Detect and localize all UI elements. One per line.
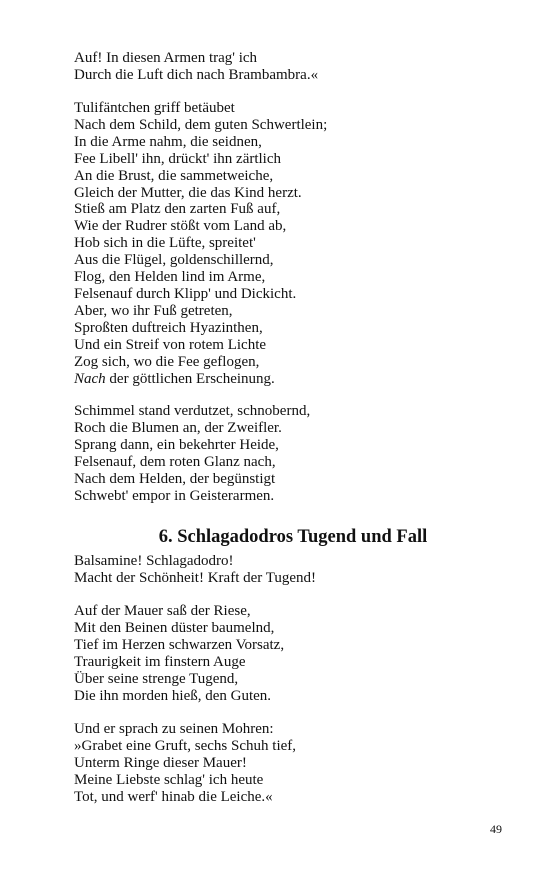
verse-line: Hob sich in die Lüfte, spreitet' <box>74 235 256 252</box>
verse-line: Mit den Beinen düster baumelnd, <box>74 619 275 636</box>
verse-line: Auf! In diesen Armen trag' ich <box>74 50 258 66</box>
verse-line: Schimmel stand verdutzet, schnobernd, <box>74 403 311 419</box>
verse-line: Meine Liebste schlag' ich heute <box>74 771 264 788</box>
verse-line-rest: der göttlichen Erscheinung. <box>105 370 275 387</box>
verse-line: »Grabet eine Gruft, sechs Schuh tief, <box>74 737 297 754</box>
verse-line: Traurigkeit im finstern Auge <box>74 653 246 670</box>
verse-line: Durch die Luft dich nach Brambambra.« <box>74 66 319 83</box>
verse-line: Aber, wo ihr Fuß getreten, <box>74 302 233 319</box>
verse-line: Auf der Mauer saß der Riese, <box>74 603 251 619</box>
verse-line: Roch die Blumen an, der Zweifler. <box>74 419 282 436</box>
verse-line: Nach dem Helden, der begünstigt <box>74 470 276 487</box>
verse-line: Sproßten duftreich Hyazinthen, <box>74 319 263 336</box>
stanza-6 <box>74 721 296 806</box>
verse-line: Zog sich, wo die Fee geflogen, <box>74 353 260 370</box>
verse-line: Gleich der Mutter, die das Kind herzt. <box>74 184 302 201</box>
verse-line: Die ihn morden hieß, den Guten. <box>74 687 272 704</box>
section-heading: 6. Schlagadodros Tugend und Fall <box>158 527 428 547</box>
verse-line: Schwebt' empor in Geisterarmen. <box>74 487 275 504</box>
italic-word: Nach <box>74 370 106 387</box>
verse-line-with-italic <box>74 371 327 388</box>
page-number: 49 <box>490 822 502 836</box>
verse-line: Macht der Schönheit! Kraft der Tugend! <box>74 569 317 586</box>
verse-line: Felsenauf, dem roten Glanz nach, <box>74 453 276 470</box>
verse-line: Balsamine! Schlagadodro! <box>74 553 234 569</box>
verse-line: An die Brust, die sammetweiche, <box>74 167 274 184</box>
stanza-4 <box>74 553 316 587</box>
verse-line: Aus die Flügel, goldenschillernd, <box>74 252 274 269</box>
verse-line: Stieß am Platz den zarten Fuß auf, <box>74 201 281 218</box>
verse-line: Tief im Herzen schwarzen Vorsatz, <box>74 636 285 653</box>
verse-line: Fee Libell' ihn, drückt' ihn zärtlich <box>74 150 282 167</box>
stanza-5 <box>74 603 284 704</box>
verse-line: Tot, und werf' hinab die Leiche.« <box>74 788 273 805</box>
verse-line: Über seine strenge Tugend, <box>74 670 239 687</box>
verse-line: In die Arme nahm, die seidnen, <box>74 133 262 150</box>
verse-line: Und er sprach zu seinen Mohren: <box>74 721 274 737</box>
verse-line: Wie der Rudrer stößt vom Land ab, <box>74 218 287 235</box>
verse-line: Nach dem Schild, dem guten Schwertlein; <box>74 116 328 133</box>
stanza-3 <box>74 403 310 504</box>
verse-line: Tulifäntchen griff betäubet <box>74 100 235 116</box>
verse-line: Und ein Streif von rotem Lichte <box>74 336 267 353</box>
verse-line: Felsenauf durch Klipp' und Dickicht. <box>74 285 297 302</box>
verse-line: Unterm Ringe dieser Mauer! <box>74 754 247 771</box>
verse-line: Flog, den Helden lind im Arme, <box>74 269 266 286</box>
stanza-1 <box>74 50 318 84</box>
verse-line: Sprang dann, ein bekehrter Heide, <box>74 436 279 453</box>
stanza-2 <box>74 100 327 387</box>
